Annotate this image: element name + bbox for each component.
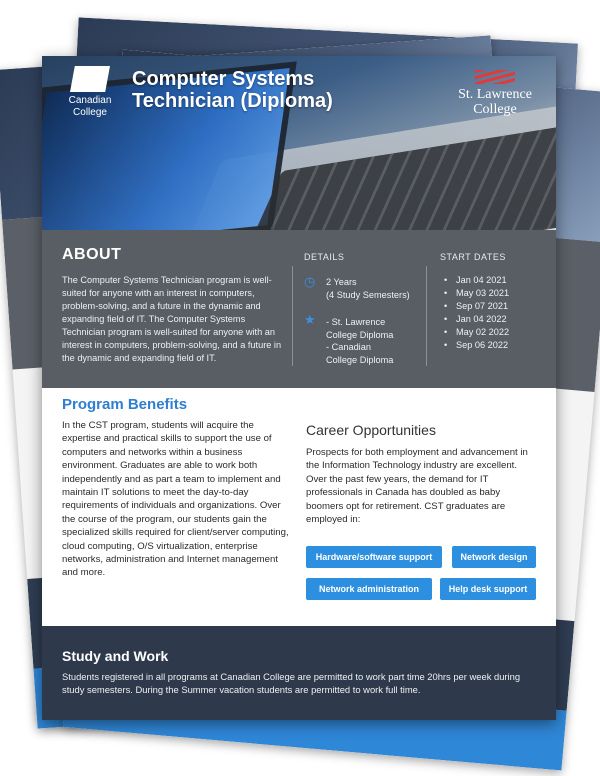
career-body: Prospects for both employment and advancement in the Information Technology industry are excellent. Over the past few years, the demand for IT professionals in Canada has doubled as baby boomers opt for retirement. CST graduates are employed in: <box>306 447 528 526</box>
career-tag: Hardware/software support <box>306 546 442 568</box>
career-tag: Network design <box>452 546 536 568</box>
list-item: • Jan 04 2022 <box>444 313 509 326</box>
duration-line: 2 Years <box>326 277 357 287</box>
list-item: • May 03 2021 <box>444 287 509 300</box>
career-opportunities-section <box>306 422 538 526</box>
about-heading: ABOUT <box>62 246 122 263</box>
career-heading: Career Opportunities <box>306 422 436 438</box>
career-tag: Help desk support <box>440 578 536 600</box>
detail-diploma <box>326 316 393 366</box>
benefits-heading: Program Benefits <box>62 396 188 413</box>
divider <box>292 266 293 366</box>
start-dates-label: START DATES <box>440 252 506 262</box>
program-benefits-section <box>62 396 292 580</box>
duration-line: (4 Study Semesters) <box>326 289 410 300</box>
st-lawrence-logo <box>450 70 540 117</box>
flag-icon <box>475 70 515 84</box>
career-tag: Network administration <box>306 578 432 600</box>
diploma-line: - St. Lawrence <box>326 317 386 327</box>
about-body: The Computer Systems Technician program is well-suited for anyone with an interest in computers, problem-solving, and a future in the dynamic and expanding field of IT. The Computer Systems Technician program is well-suited for anyone with an interest in computers, problem-solving, and a future in the dynamic and expanding field of IT. <box>62 275 282 363</box>
detail-duration <box>326 276 410 301</box>
diploma-line: - Canadian <box>326 342 371 352</box>
about-section <box>42 230 556 388</box>
cube-logo-icon <box>70 66 110 92</box>
front-brochure-page <box>42 56 556 720</box>
diploma-line: College Diploma <box>326 354 394 365</box>
start-dates-list <box>444 274 509 352</box>
list-item: • Sep 06 2022 <box>444 339 509 352</box>
hero-banner <box>42 56 556 230</box>
star-icon: ★ <box>304 312 316 327</box>
clock-icon: ◷ <box>304 274 316 289</box>
logo-text-line2: College <box>473 102 517 117</box>
list-item: • Jan 04 2021 <box>444 274 509 287</box>
benefits-body: In the CST program, students will acquire the expertise and practical skills to support the use of computers and networks within a business environment. Graduates are able to work both independently and as part a team to implement and maintain IT solutions to meet the day-to-day requirements of individuals and organizations. Over the course of the program, our students gain the specialized skills required for client/server computing, cloud computing, O/S virtualization, enterprise networks, administration and Internet management and more. <box>62 420 289 579</box>
study-body: Students registered in all programs at Canadian College are permitted to work part time 20hrs per week during study semesters. During the Summer vacation students are permitted to work full time. <box>62 671 521 695</box>
logo-text-line2: College <box>73 107 107 118</box>
logo-text-line1: Canadian <box>68 95 112 106</box>
page-title: Computer Systems Technician (Diploma) <box>132 68 333 112</box>
logo-text-line1: St. Lawrence <box>458 87 532 102</box>
study-and-work-section <box>42 626 556 720</box>
canadian-college-logo <box>56 66 124 128</box>
details-label: DETAILS <box>304 252 345 262</box>
diploma-line: College Diploma <box>326 329 394 340</box>
study-heading: Study and Work <box>62 648 169 664</box>
list-item: • May 02 2022 <box>444 326 509 339</box>
divider <box>426 266 427 366</box>
list-item: • Sep 07 2021 <box>444 300 509 313</box>
